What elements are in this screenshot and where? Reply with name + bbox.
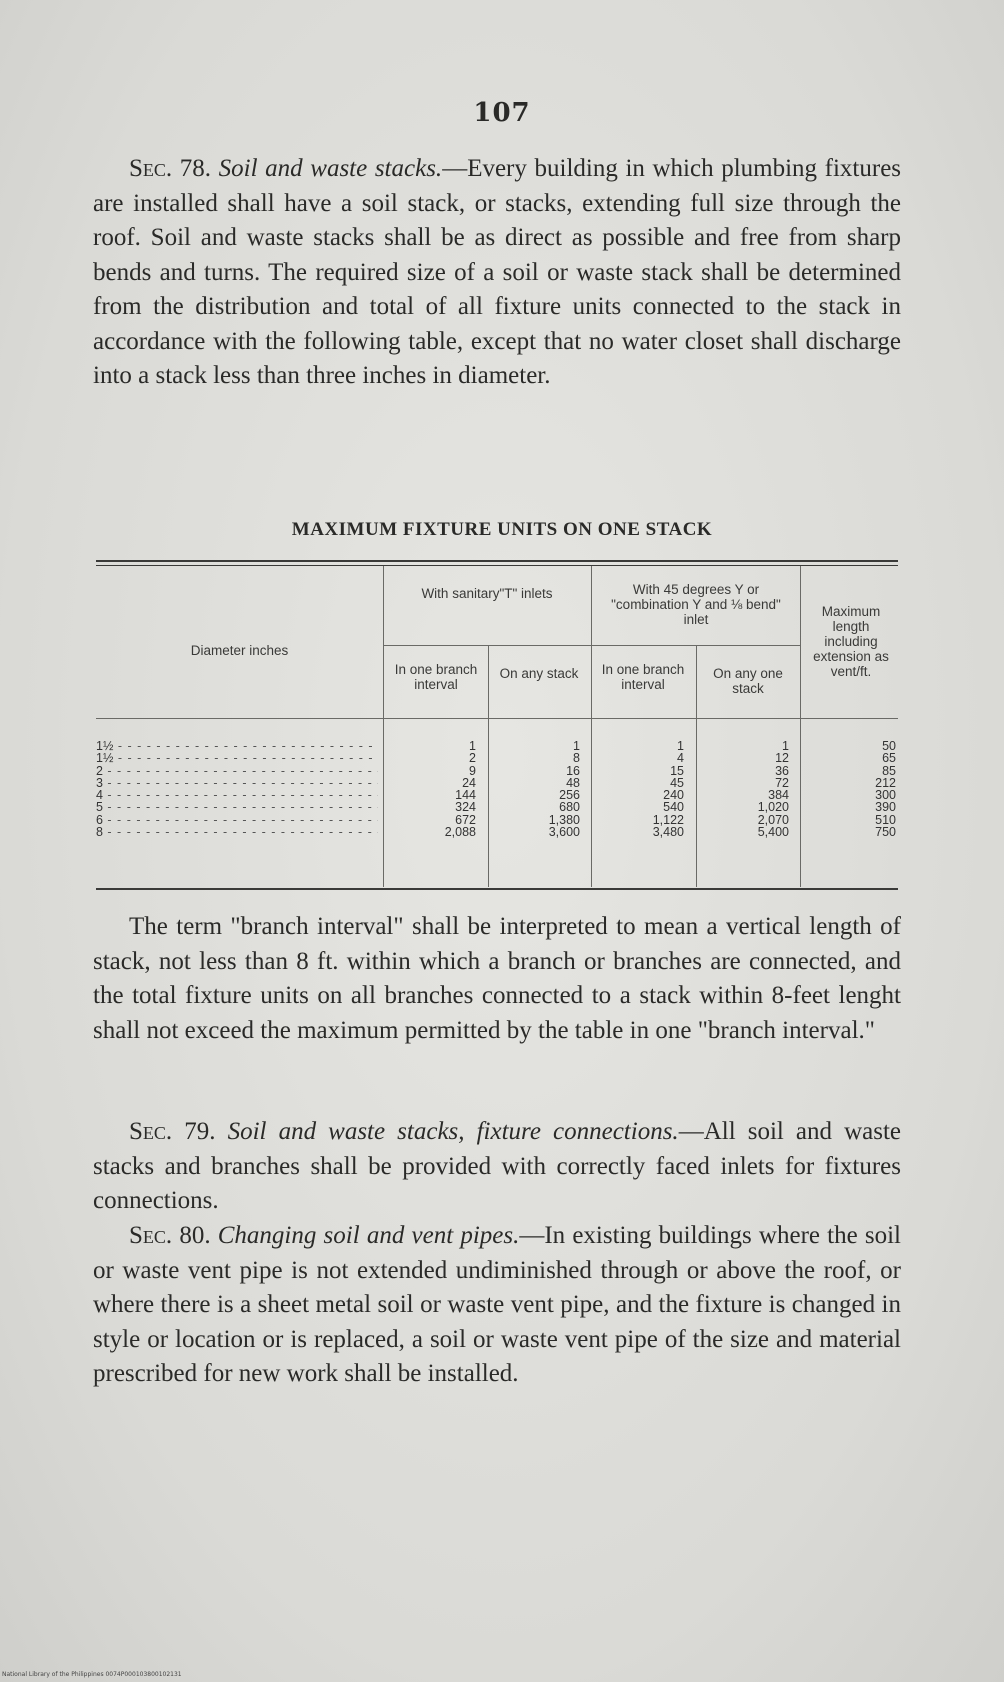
section-79-paragraph <box>93 1115 901 1219</box>
table-cell: 24 <box>462 775 476 790</box>
diameter-column <box>96 740 378 838</box>
table-cell: 1 <box>573 739 580 753</box>
table-cell: 324 <box>455 800 476 815</box>
section-79-text: —All soil and waste stacks and branches shall be provided with correctly faced inlets for fixtures connections. <box>93 1118 902 1214</box>
section-80-label: Sec. 80. <box>129 1222 211 1249</box>
table-cell: 1,020 <box>757 800 789 815</box>
table-cell: 65 <box>882 751 896 766</box>
header-max-length: Maximum length including extension as vent/ft. <box>813 604 889 679</box>
diameter-cell: 2 - - - <box>96 765 378 777</box>
header-on-any-one-stack: On any one stack <box>713 666 783 696</box>
diameter-cell: 6 - - - <box>96 814 378 826</box>
table-cell: 2,088 <box>444 825 476 840</box>
table-cell: 36 <box>775 763 789 778</box>
table-cell: 390 <box>875 800 896 815</box>
diameter-cell: 4 - - - <box>96 789 378 801</box>
header-y-group: With 45 degrees Y or "combination Y and ⅛ bend" inlet <box>611 582 781 627</box>
table-cell: 144 <box>455 788 476 803</box>
table-cell: 45 <box>670 775 684 790</box>
diameter-cell: 3 - - - <box>96 777 378 789</box>
table-cell: 85 <box>882 763 896 778</box>
table-cell: 72 <box>775 775 789 790</box>
table-cell: 540 <box>663 800 684 815</box>
header-on-any-stack: On any stack <box>499 666 579 681</box>
section-79-title: Soil and waste stacks, fixture connections. <box>227 1118 679 1145</box>
table-cell: 1,122 <box>652 812 684 827</box>
table-cell: 3,480 <box>652 825 684 840</box>
section-79-label: Sec. 79. <box>129 1118 216 1145</box>
table-cell: 240 <box>663 788 684 803</box>
branch-interval-paragraph: The term "branch interval" shall be interpreted to mean a vertical length of stack, not less than 8 ft. within which a branch or branches are connected, and the total fixture units on all branches connected to a stack within 8-feet lenght shall not exceed the maximum permitted by the table in one "branch interval." <box>93 913 901 1044</box>
header-in-one-branch-y: In one branch interval <box>601 662 685 692</box>
section-80-text: —In existing buildings where the soil or waste vent pipe is not extended undiminished through or above the roof, or where there is a sheet metal soil or waste vent pipe, and the fixture is changed in style or location or is replaced, a soil or waste vent pipe of the size and material prescribed for new work shall be installed. <box>93 1222 901 1387</box>
header-sanitary-group: With sanitary"T" inlets <box>421 586 553 601</box>
diameter-cell: 5 - - - <box>96 801 378 813</box>
max-length-column <box>801 740 896 838</box>
table-cell: 5,400 <box>757 825 789 840</box>
y-branch-column <box>592 740 684 838</box>
table-cell: 1 <box>782 739 789 753</box>
table-cell: 750 <box>875 825 896 840</box>
diameter-cell: 1½ - - - <box>96 752 378 764</box>
table-cell: 2,070 <box>757 812 789 827</box>
sanitary-branch-column <box>384 740 476 838</box>
section-78-paragraph <box>93 152 901 394</box>
table-cell: 672 <box>455 812 476 827</box>
section-80-title: Changing soil and vent pipes. <box>217 1222 520 1249</box>
header-diameter: Diameter inches <box>190 643 289 658</box>
section-78-text: —Every building in which plumbing fixtures are installed shall have a soil stack, or stacks, extending full size through the roof. Soil and waste stacks shall be as direct as possible and free from sharp bends and turns. The required size of a soil or waste stack shall be determined from the distribution and total of all fixture units connected to the stack in accordance with the following table, except that no water closet shall discharge into a stack less than three inches in diameter. <box>93 155 902 389</box>
table-cell: 9 <box>469 763 476 778</box>
table-cell: 300 <box>875 788 896 803</box>
table-cell: 384 <box>768 788 789 803</box>
header-in-one-branch: In one branch interval <box>394 662 478 692</box>
table-cell: 48 <box>566 775 580 790</box>
diameter-cell: 8 - - - <box>96 826 378 838</box>
table-cell: 12 <box>775 751 789 766</box>
footer-credit: National Library of the Philippines 0074P000103800102131 <box>2 1671 182 1678</box>
page-number: 107 <box>473 98 531 128</box>
section-78-label: Sec. 78. <box>129 155 212 182</box>
table-cell: 2 <box>469 751 476 766</box>
y-stack-column <box>697 740 789 838</box>
section-80-paragraph <box>93 1219 901 1392</box>
table-cell: 3,600 <box>548 825 580 840</box>
table-cell: 4 <box>677 751 684 766</box>
table-cell: 50 <box>882 739 896 753</box>
table-cell: 256 <box>559 788 580 803</box>
table-cell: 15 <box>670 763 684 778</box>
table-cell: 680 <box>559 800 580 815</box>
sanitary-stack-column <box>489 740 580 838</box>
table-cell: 510 <box>875 812 896 827</box>
table-cell: 1,380 <box>548 812 580 827</box>
table-cell: 212 <box>875 775 896 790</box>
table-cell: 1 <box>677 739 684 753</box>
table-title: MAXIMUM FIXTURE UNITS ON ONE STACK <box>291 519 713 540</box>
table-cell: 8 <box>573 751 580 766</box>
section-78-title: Soil and waste stacks. <box>218 155 443 182</box>
table-cell: 1 <box>469 739 476 753</box>
table-cell: 16 <box>566 763 580 778</box>
diameter-cell: 1½ - - - <box>96 740 378 752</box>
